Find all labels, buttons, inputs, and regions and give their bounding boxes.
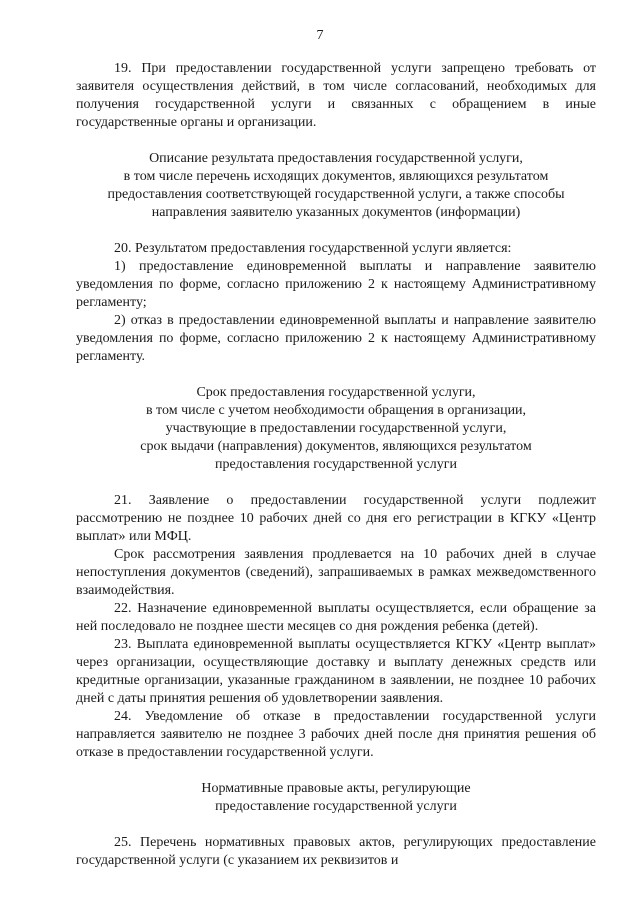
heading-result-line: предоставления соответствующей государственной услуги, а также способы	[107, 187, 565, 202]
paragraph-21-extension: Срок рассмотрения заявления продлевается на 10 рабочих дней в случае непоступления документов (сведений), запрашиваемых в рамках межведомственного взаимодействия.	[76, 547, 596, 598]
paragraph-20-item-1: 1) предоставление единовременной выплаты и направление заявителю уведомления по форме, согласно приложению 2 к настоящему Административному регламенту;	[76, 259, 596, 310]
paragraph-22: 22. Назначение единовременной выплаты осуществляется, если обращение за ней последовало не позднее шести месяцев со дня рождения ребенка (детей).	[76, 601, 596, 634]
heading-result-line: направления заявителю указанных документов (информации)	[151, 205, 521, 220]
page-number: 7	[316, 28, 324, 43]
paragraph-24: 24. Уведомление об отказе в предоставлении государственной услуги направляется заявителю не позднее 3 рабочих дней после дня принятия решения об отказе в предоставлении государственной услуги.	[76, 709, 596, 760]
heading-term-line: срок выдачи (направления) документов, являющихся результатом	[140, 439, 532, 454]
heading-acts-line: предоставление государственной услуги	[215, 799, 457, 814]
heading-acts	[76, 780, 596, 816]
heading-term-line: участвующие в предоставлении государственной услуги,	[165, 421, 507, 436]
paragraph-23: 23. Выплата единовременной выплаты осуществляется КГКУ «Центр выплат» через организации, осуществляющие доставку и выплату денежных средств или кредитные организации, указанные гражданином в заявлении, не позднее 10 рабочих дней с даты принятия решения об удовлетворении заявления.	[76, 637, 596, 706]
heading-term	[76, 384, 596, 474]
heading-acts-line: Нормативные правовые акты, регулирующие	[201, 781, 471, 796]
heading-result-line: в том числе перечень исходящих документов, являющихся результатом	[123, 169, 549, 184]
paragraph-21: 21. Заявление о предоставлении государственной услуги подлежит рассмотрению не позднее 10 рабочих дней со дня его регистрации в КГКУ «Центр выплат» или МФЦ.	[76, 493, 596, 544]
paragraph-20-item-2: 2) отказ в предоставлении единовременной выплаты и направление заявителю уведомления по форме, согласно приложению 2 к настоящему Административному регламенту.	[76, 313, 596, 364]
heading-result-line: Описание результата предоставления государственной услуги,	[149, 151, 523, 166]
paragraph-19: 19. При предоставлении государственной услуги запрещено требовать от заявителя осуществления действий, в том числе согласований, необходимых для получения государственной услуги и связанных с обращением в иные государственные органы и организации.	[76, 61, 596, 130]
document-body	[76, 60, 596, 870]
heading-term-line: Срок предоставления государственной услуги,	[196, 385, 476, 400]
heading-term-line: в том числе с учетом необходимости обращения в организации,	[145, 403, 527, 418]
heading-result	[76, 150, 596, 222]
paragraph-20: 20. Результатом предоставления государственной услуги является:	[114, 241, 512, 256]
heading-term-line: предоставления государственной услуги	[215, 457, 457, 472]
paragraph-25: 25. Перечень нормативных правовых актов, регулирующих предоставление государственной услуги (с указанием их реквизитов и	[76, 835, 596, 868]
